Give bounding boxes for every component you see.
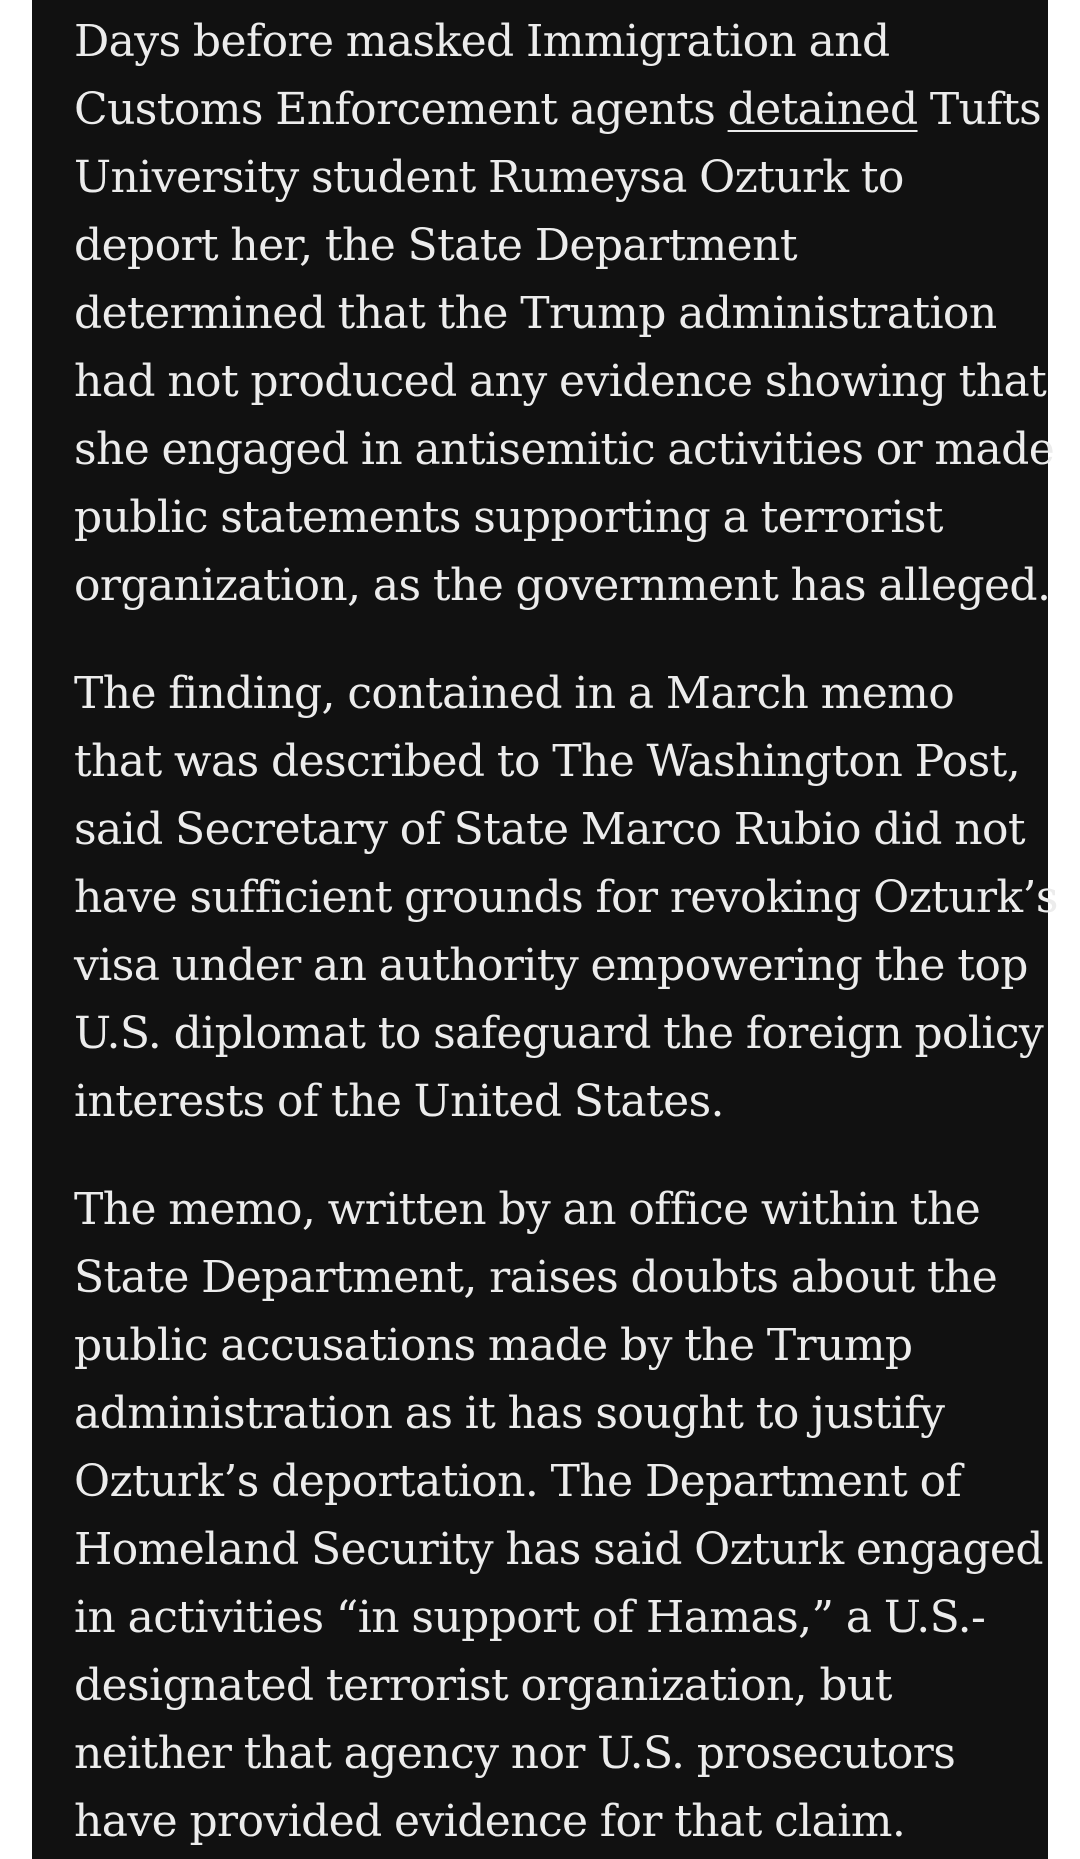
text-line: have provided evidence for that claim. (74, 1796, 906, 1847)
paragraph-3 (74, 1176, 1048, 1856)
article-body (32, 0, 1058, 1859)
text-line: designated terrorist organization, but (74, 1660, 892, 1711)
text-line: interests of the United States. (74, 1076, 724, 1127)
text-line-with-link (74, 76, 1048, 144)
text-line: The finding, contained in a March memo (74, 668, 955, 719)
text-line: had not produced any evidence showing that (74, 356, 1047, 407)
text-line: The memo, written by an office within the (74, 1184, 981, 1235)
text-line: have sufficient grounds for revoking Ozturk’s (74, 872, 1058, 923)
text-line: University student Rumeysa Ozturk to (74, 152, 904, 203)
text-line: in activities “in support of Hamas,” a U.S.- (74, 1592, 986, 1643)
detained-link[interactable]: detained (727, 84, 918, 135)
text-line: public accusations made by the Trump (74, 1320, 913, 1371)
text-line: organization, as the government has alleged. (74, 560, 1051, 611)
text-line: neither that agency nor U.S. prosecutors (74, 1728, 956, 1779)
text-line: visa under an authority empowering the top (74, 940, 1028, 991)
text-line: deport her, the State Department (74, 220, 797, 271)
text-line: she engaged in antisemitic activities or made (74, 424, 1055, 475)
text-line: administration as it has sought to justify (74, 1388, 945, 1439)
text-segment: Customs Enforcement agents (74, 84, 728, 135)
text-line: Homeland Security has said Ozturk engaged (74, 1524, 1043, 1575)
text-line: said Secretary of State Marco Rubio did not (74, 804, 1025, 855)
text-line: determined that the Trump administration (74, 288, 997, 339)
text-line: Ozturk’s deportation. The Department of (74, 1456, 962, 1507)
text-line: State Department, raises doubts about the (74, 1252, 998, 1303)
text-line: Days before masked Immigration and (74, 16, 890, 67)
text-segment: Tufts (917, 84, 1042, 135)
text-line: public statements supporting a terrorist (74, 492, 943, 543)
text-line: that was described to The Washington Post, (74, 736, 1021, 787)
paragraph-1 (74, 8, 1055, 620)
paragraph-2 (74, 660, 1058, 1136)
text-line: U.S. diplomat to safeguard the foreign policy (74, 1008, 1044, 1059)
